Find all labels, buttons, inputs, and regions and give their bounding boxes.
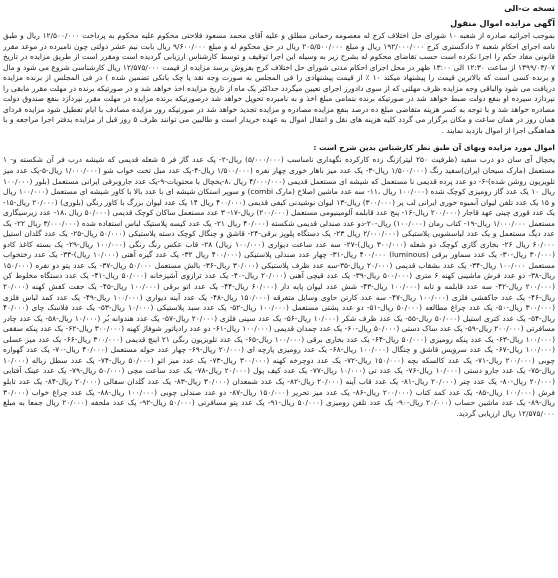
items-heading: اموال مورد مزایده وبهای آن طبق نظر کارشناس بدین شرح است :: [313, 143, 555, 153]
auction-notice: [3, 2, 555, 574]
notice-intro: بموجب اجرائیه صادره از شعبه ۱۰ شورای حل اختلاف کرج له معصومه رحمانی مطلق و علیه آقای محمد مسعود فلاحتی محکوم علیه محکوم به پرداخت ۱۲/۵۰۰/۰۰۰ ریال و طبق نامه اجرای احکام شعبه ۲ دادگستری کرج ۱۹۲/۰۰۰/۰۰۰ ریال و مبلغ ۲۰۵/۵۰۰/۰۰۰ ریال در حق محکوم له و مبلغ ۹/۶۰۰/۰۰۰ ریال بابت نیم عشر دولتی چون نامبرده در موعد مقرر قانونی مفاد حکم را اجرا نکرده است حسب تقاضای محکوم له بشرح زیر به وسیله این اجرا توقیف و توسط کارشناس ارزیابی گردیده است ومقرر است از طریق مزایده در تاریخ ۱۳۹۹/۰۳/۰۷ از ساعت ۱۲:۳۰ الی ۱۳:۰۰ ظهر در محل اجرای احکام مدنی شورای حل اختلاف کرج بفروش برسد مزایده از قیمت ۱۲/۵۷۵/۰۰۰ ریال کارشناسی شروع می شود و مال و برنده کسی است که بالاترین قیمت را پیشنهاد میکند ۱۰ ٪ از قیمت پیشنهادی را فی المجلس به صورت وجه نقد یا چک بانکی تضمین شده ) در فی المجلس از برنده مزایده دریافت می شود والباقی وجه مزایده ظرف مهلتی که از سوی دادورز اجرای تعیین میگردد حداکثر یک ماه از تاریخ مزایده اخذ خواهد شد و در صورتیکه برنده در مهلت مقرر مابقی را نپردازد سپرده او بنفع دولت ضبط خواهد شد در صورتیکه برنده بتمامی مبلغ اخذ و به نامبرده تحویل خواهد شد درصورتیکه برنده مزایده در مهلت مقرر نپردازد بنفع صندوق دولت مصادره خواهد شد و با توجه به کسر هزینه متقاضی مبلغ ده درصد بنفع مزایده مصادره و مزایده تجدید خواهد شد در صورتیکه روز مزایده مصادف با ایام تعطیل شود مزایده فردای همان روز در همان ساعت و مکان برگزار می گردد کلیه هزینه های نقل و انتقال اموال به عهده خریدار است و طالبین می توانند ظرف ۵ روز قبل از مزایده بدفتر اجرا مراجعه و با هماهنگی اجرا از اموال بازدید نمایند .: [3, 31, 555, 135]
paragraph-gap: [3, 136, 555, 140]
notice-source: نسخه ت-الی: [504, 3, 555, 13]
notice-title: آگهی مزایده اموال منقول: [450, 18, 555, 28]
items-list: یخچال آی سان دو درب سفید (ظرفیت ۲۵۰ لیتر)زنگ زده کارکرده نگهداری نامناسب (۵/۰۰۰/۰۰۰) ریال-۲- یک عدد گاز فر ۵ شعله قدیمی که شیشه درب فر آن شکسته و- ۱ مستعمل (مارک سیحان ایران)سفید رنگ (۱/۵۰۰/۰۰۰ ریال-۳- یک عدد میز ناهار خوری چهار نفره (۱/۵۰۰/۰۰۰ ریال-۴-یک عدد مبل تخت خواب شو (۱/۰۰۰/۰۰۰ ریال-۵-یک عدد میز تلویزیون روشن شده)-۶- دو عدد پرده قدیمی نا مستعمل که شیشه ای مستعمل قدیمی (۴/۰۰۰/۰۰۰ ریال ،۸-یخچال با محتویات-۹-یک عدد جاروبرقی ایرانی مستعمل (بلور (۱۰۰/۰۰۰ ریال ۱۰ یک عدد گاز رومیزی کوچک شده (۱۰۰/۰۰۰ ریال ،۱۱- سه عدد ماشین اصلاح (مارک combi) و سوپر استکان شیشه ای با عدد بالا با کاور شیشه ای مستعمل (۱۰۰/۰۰۰ ریال و ۱۵ یک عدد تلفن لیوان آبمیوه خوری ایرانی لب پر (۳۰۰/۰۰۰) ریال-۱۳ لیوان نوشیدنی کیفی قدیمی (۴۰۰/۰۰۰ ریال ۱۴ یک عدد لیوان بزرگ با کاور رنگی (بلوری) (۲۰/۰۰۰ ریال-۱۵-یک عدد قوری چینی عهد قاجار (۲۰۰/۰۰۰ ریال-۱۶- پنج عدد قابلمه آلومینیومی مستعمل (۲۰۰/۰۰۰) ریال-۱۷- ۳ عدد مستعمل ساکان کوچک قدیمی (۵۰/۰۰۰ ریال ،۱۸- عدد زیرسیگاری مستعمل ۱/۰۰۰/۰۰۰ ریال-۱۹- کتاب رمان (۱۰۰/۰۰۰) ریال-۲۰-دو عدد صندلی قدیمی شکسته (۴۰/۰۰۰ ریال ۲۱- یک عدد کیسه پلاستیک لباس استفاده شده (۳/۰۰۰/۰۰۰ ریال ۲۲- یک عدد دیگ مستعمل و یک عدد لباسشویی پلاستیکی (۲/۰۰۰/۰۰۰ ریال ۲۳- یک دستگاه پلوپز برقی-۲۴- قاشق و چنگال کوچک دسته پلاستیکی (۵۰/۰۰۰ ریال-۲۵- یک عدد گلدان استیل ۶۰/۰۰۰ ریال ۲۶- بخاری گازی کوچک دو شعله (۳۰۰/۰۰۰ ریال)-۲۷- سه عدد ساعت دیواری (۱۰۰/۰۰۰ ریال) ۲۸- قاب عکس رنگ رنگی (۱۰۰/۰۰۰ ریال-۲۹- یک بسته کاغذ کادو (۳۰/۰۰۰ ریال-۳۰- یک عدد سماور برقی (luminous) ۴۰۰/۰۰۰ ریال-۳۱- چهار عدد صندلی پلاستیکی (۴۰۰/۰۰۰ ریال ۳۲- یک عدد گیره آهنی (۱۰/۰۰۰ ریال)-۳۳- یک عدد رختخواب مستعمل ۱۰۰/۰۰۰ ریال-۳۴- یک عدد بشقاب قدیمی (۲۰/۰۰۰ ریال-۳۵-سه عدد ظرف پلاستیکی (۳۰/۰۰۰ ریال-۳۶- بالش مستعمل ۵۰/۰۰۰ ریال-۳۷- یک عدد پتو دو نفره (۱۵۰/۰۰۰ ریال-۳۸- دو عدد فرش ماشینی کهنه ۶ متری (۵۰۰/۰۰۰ ریال-۳۹- یک عدد قیچی آهنی (۲۰/۰۰۰ ریال-۴۰- یک عدد ترازوی آشپزخانه (۵۰/۰۰۰ ریال-۴۱- یک عدد دستگاه مخلوط کن (۲۰۰/۰۰۰ ریال-۴۲- سه عدد قابلمه و تابه (۱۰۰/۰۰۰ ریال-۴۳- شش عدد لیوان پایه دار (۶۰/۰۰۰ ریال-۴۴- یک عدد اتو برقی (۱۰۰/۰۰۰ ریال-۴۵- یک جفت کفش کهنه (۲۰/۰۰۰ ریال-۴۶- یک عدد جاکفشی فلزی (۱۰۰/۰۰۰ ریال-۴۷- سه عدد کارتن حاوی وسایل متفرقه (۱۵۰/۰۰۰ ریال-۴۸- یک عدد آینه دیواری (۱۰۰/۰۰۰ ریال-۴۹- یک عدد کمد لباس فلزی (۳۰۰/۰۰۰ ریال-۵۰- یک عدد چراغ مطالعه (۵۰/۰۰۰ ریال-۵۱- دو عدد پشتی مستعمل (۱۰۰/۰۰۰ ریال-۵۲- یک عدد سبد پلاستیکی (۱۰/۰۰۰ ریال-۵۳- یک عدد فلاسک چای (۴۰/۰۰۰ ریال-۵۴- یک عدد کتری استیل (۵۰/۰۰۰ ریال-۵۵- یک عدد ظرف شکر (۱۰/۰۰۰ ریال-۵۶- یک عدد سینی فلزی (۲۰/۰۰۰ ریال-۵۷- یک عدد هندوانه بُر (۱۰/۰۰۰ ریال-۵۸- یک عدد چادر مسافرتی (۲۰۰/۰۰۰ ریال-۵۹- یک عدد ساک دستی (۵۰/۰۰۰ ریال-۶۰- یک عدد چمدان قدیمی (۱۰۰/۰۰۰ ریال-۶۱- دو عدد رادیاتور شوفاژ کهنه (۳۰۰/۰۰۰ ریال-۶۲- یک عدد پنکه سقفی (۱۰۰/۰۰۰ ریال-۶۳- یک عدد پنکه رومیزی (۵۰/۰۰۰ ریال-۶۴- یک عدد بخاری برقی (۱۰۰/۰۰۰ ریال-۶۵- یک عدد تلویزیون رنگی ۲۱ اینچ قدیمی (۳۰۰/۰۰۰ ریال-۶۶- یک عدد میز عسلی (۱۰۰/۰۰۰ ریال-۶۷- یک عدد سرویس قاشق و چنگال (۱۰۰/۰۰۰ ریال-۶۸- یک عدد رومیزی پارچه ای (۲۰/۰۰۰ ریال-۶۹- چهار عدد حوله مستعمل (۴۰/۰۰۰ ریال-۷۰- یک عدد گهواره چوبی (۲۰۰/۰۰۰ ریال-۷۱- یک عدد کالسکه بچه (۱۵۰/۰۰۰ ریال-۷۲- یک عدد دوچرخه کهنه (۳۰۰/۰۰۰ ریال-۷۳- یک عدد میز اتو (۵۰/۰۰۰ ریال-۷۴- یک عدد سطل زباله (۱۰/۰۰۰ ریال-۷۵- یک عدد جارو دستی (۱۰/۰۰۰ ریال-۷۶- یک عدد تی (۱۰/۰۰۰ ریال-۷۷- یک عدد کیف پول (۲۰/۰۰۰ ریال-۷۸- یک عدد ساعت مچی (۵۰/۰۰۰ ریال-۷۹- یک عدد عینک آفتابی (۲۰/۰۰۰ ریال-۸۰- یک عدد چتر (۲۰/۰۰۰ ریال-۸۱- یک عدد قاب آینه (۲۰/۰۰۰ ریال-۸۲- یک عدد شمعدان (۳۰/۰۰۰ ریال-۸۳- یک عدد گلدان سفالی (۲۰/۰۰۰ ریال-۸۴- یک عدد تابلو فرش (۱۰۰/۰۰۰ ریال-۸۵- یک عدد کمد کتاب (۲۰۰/۰۰۰ ریال-۸۶- یک عدد میز تحریر (۱۵۰/۰۰۰ ریال-۸۷- دو عدد صندلی چوبی (۱۰۰/۰۰۰ ریال-۸۸- یک عدد چراغ خواب (۳۰/۰۰۰ ریال-۸۹- یک عدد ماشین حساب (۲۰/۰۰۰ ریال-۹۰- یک عدد تلفن رومیزی (۵۰/۰۰۰ ریال-۹۱- یک عدد پتو مسافرتی (۵۰/۰۰۰ ریال-۹۲- یک عدد ملحفه (۲۰/۰۰۰ ریال جمعا به مبلغ ۱۲/۵۷۵/۰۰۰ ریال ارزیابی گردید.: [3, 155, 555, 418]
